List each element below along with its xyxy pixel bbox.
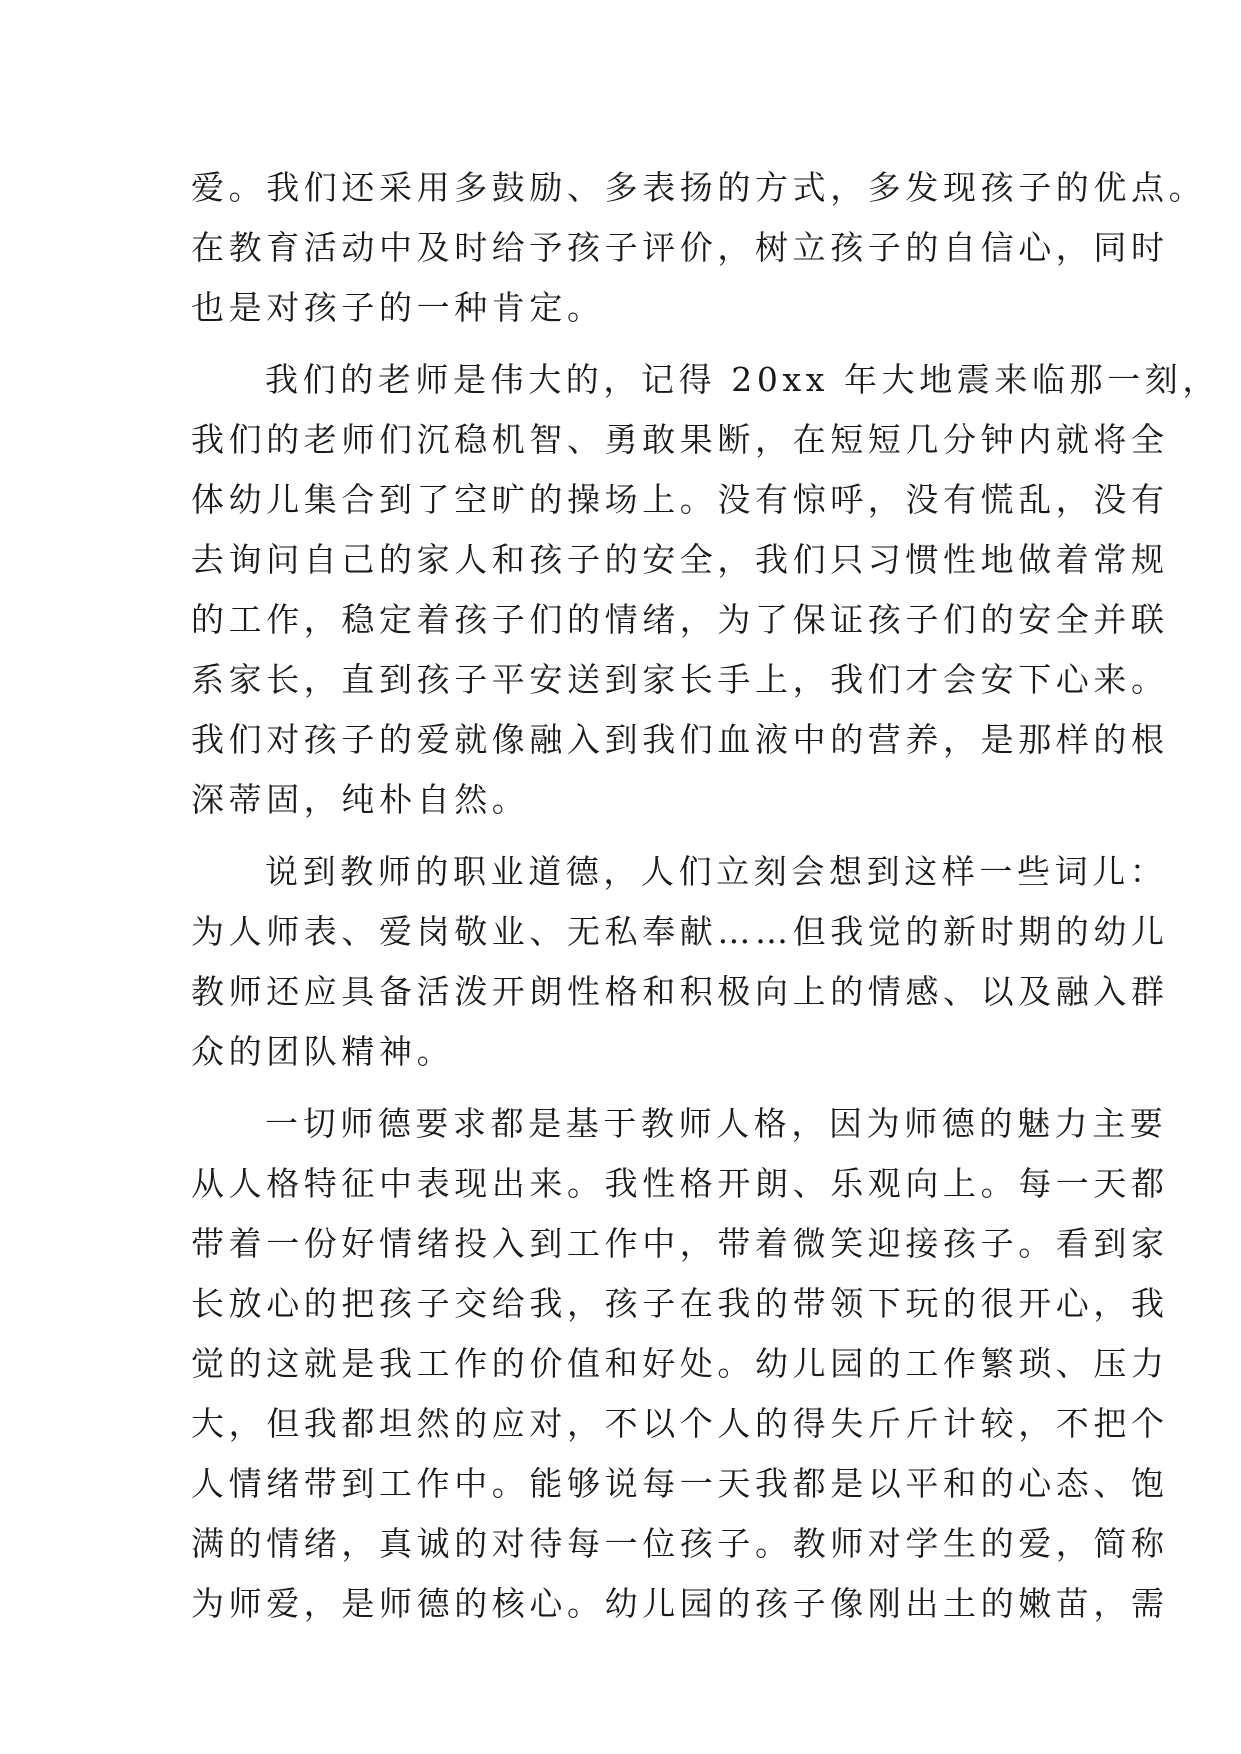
- text-line: 爱。我们还采用多鼓励、多表扬的方式，多发现孩子的优点。: [191, 168, 1207, 207]
- text-line: 的工作，稳定着孩子们的情绪，为了保证孩子们的安全并联: [191, 600, 1169, 639]
- text-line: 大，但我都坦然的应对，不以个人的得失斤斤计较，不把个: [191, 1404, 1169, 1443]
- text-line: 长放心的把孩子交给我，孩子在我的带领下玩的很开心，我: [191, 1284, 1169, 1323]
- text-line: 觉的这就是我工作的价值和好处。幼儿园的工作繁琐、压力: [191, 1344, 1169, 1383]
- paragraph-first-line: 一切师德要求都是基于教师人格，因为师德的魅力主要: [265, 1104, 1168, 1143]
- text-line: 满的情绪，真诚的对待每一位孩子。教师对学生的爱，简称: [191, 1524, 1169, 1563]
- text-line: 我们的老师们沉稳机智、勇敢果断，在短短几分钟内就将全: [191, 420, 1169, 459]
- text-line: 体幼儿集合到了空旷的操场上。没有惊呼，没有慌乱，没有: [191, 480, 1169, 519]
- body-text: [191, 158, 1220, 1634]
- text-line: 为人师表、爱岗敬业、无私奉献……但我觉的新时期的幼儿: [191, 912, 1169, 951]
- text-line: 也是对孩子的一种肯定。: [191, 288, 605, 327]
- text-line: 去询问自己的家人和孩子的安全，我们只习惯性地做着常规: [191, 540, 1169, 579]
- text-line: 系家长，直到孩子平安送到家长手上，我们才会安下心来。: [191, 660, 1169, 699]
- text-line: 在教育活动中及时给予孩子评价，树立孩子的自信心，同时: [191, 228, 1169, 267]
- paragraph-first-line: 我们的老师是伟大的，记得 20xx 年大地震来临那一刻，: [265, 360, 1220, 399]
- text-line: 教师还应具备活泼开朗性格和积极向上的情感、以及融入群: [191, 972, 1169, 1011]
- text-line: 带着一份好情绪投入到工作中，带着微笑迎接孩子。看到家: [191, 1224, 1169, 1263]
- text-line: 为师爱，是师德的核心。幼儿园的孩子像刚出土的嫩苗，需: [191, 1584, 1169, 1623]
- text-line: 我们对孩子的爱就像融入到我们血液中的营养，是那样的根: [191, 720, 1169, 759]
- paragraph-first-line: 说到教师的职业道德，人们立刻会想到这样一些词儿：: [265, 852, 1168, 891]
- text-line: 深蒂固，纯朴自然。: [191, 780, 530, 819]
- text-line: 从人格特征中表现出来。我性格开朗、乐观向上。每一天都: [191, 1164, 1169, 1203]
- text-line: 众的团队精神。: [191, 1032, 455, 1071]
- text-line: 人情绪带到工作中。能够说每一天我都是以平和的心态、饱: [191, 1464, 1169, 1503]
